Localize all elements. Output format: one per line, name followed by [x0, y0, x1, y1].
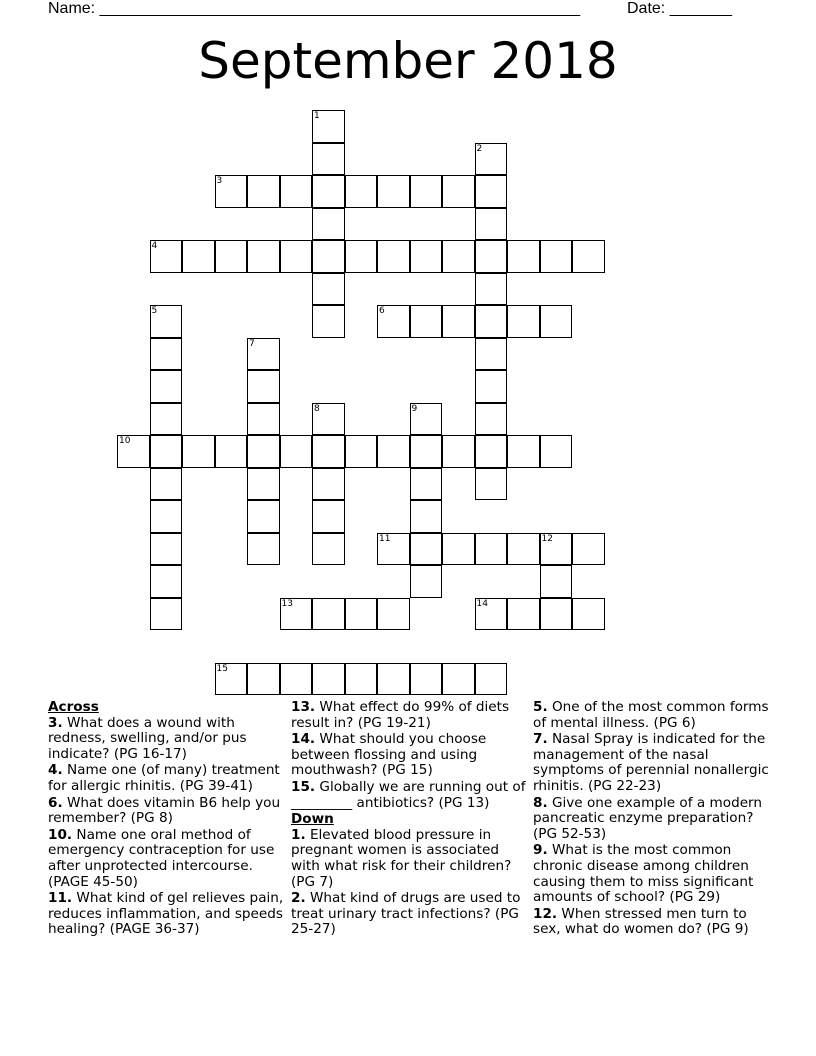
crossword-cell[interactable]: [377, 435, 410, 468]
crossword-cell[interactable]: [410, 500, 443, 533]
clue-list-col2-down: [291, 828, 527, 938]
crossword-cell[interactable]: [312, 533, 345, 566]
crossword-cell[interactable]: [507, 305, 540, 338]
crossword-cell[interactable]: [117, 435, 150, 468]
crossword-cell[interactable]: [507, 533, 540, 566]
clue-number: 9: [411, 403, 418, 414]
clue-item-number: 15.: [291, 778, 316, 795]
clue-item-text: Name one oral method of emergency contraception for use after unprotected intercourse. (PAGE 45-50): [48, 826, 275, 890]
crossword-cell[interactable]: [312, 273, 345, 306]
crossword-cell[interactable]: [377, 663, 410, 696]
clue-item: [291, 828, 527, 890]
crossword-cell[interactable]: [572, 598, 605, 631]
crossword-cell[interactable]: [410, 565, 443, 598]
clue-number: 6: [379, 306, 385, 316]
crossword-cell[interactable]: [247, 663, 280, 696]
clue-item-text: Nasal Spray is indicated for the management of the nasal symptoms of perennial nonallergic rhinitis. (PG 22-23): [533, 731, 769, 794]
crossword-cell[interactable]: [475, 305, 508, 338]
crossword-cell[interactable]: [247, 500, 280, 533]
crossword-cell[interactable]: [247, 175, 280, 208]
clue-item-text: Globally we are running out of _________ antibiotics? (PG 13): [291, 778, 526, 811]
clue-item-text: Elevated blood pressure in pregnant women is associated with what risk for their children? (PG 7): [291, 826, 512, 890]
crossword-cell[interactable]: [312, 143, 345, 176]
clue-item-text: When stressed men turn to sex, what do women do? (PG 9): [533, 905, 749, 938]
clue-item: [48, 796, 284, 827]
clue-item-text: What effect do 99% of diets result in? (PG 19-21): [291, 699, 510, 731]
crossword-cell[interactable]: [442, 435, 475, 468]
crossword-cell[interactable]: [572, 533, 605, 566]
crossword-cell[interactable]: [442, 305, 475, 338]
crossword-cell[interactable]: [475, 598, 508, 631]
crossword-cell[interactable]: [377, 533, 410, 566]
crossword-cell[interactable]: [442, 175, 475, 208]
crossword-cell[interactable]: [410, 175, 443, 208]
crossword-cell[interactable]: [572, 240, 605, 273]
clue-number: 7: [249, 338, 255, 349]
date-field-label: Date: _______: [627, 0, 732, 17]
crossword-cell[interactable]: [280, 435, 313, 468]
clue-item-text: What should you choose between flossing and using mouthwash? (PG 15): [291, 731, 487, 779]
crossword-cell[interactable]: [345, 598, 378, 631]
clue-number: 15: [216, 663, 228, 674]
clue-item-text: What kind of drugs are used to treat urinary tract infections? (PG 25-27): [291, 890, 521, 938]
crossword-cell[interactable]: [247, 370, 280, 403]
crossword-cell[interactable]: [345, 435, 378, 468]
clue-list-col3: [533, 700, 769, 938]
crossword-cell[interactable]: [475, 143, 508, 176]
crossword-cell[interactable]: [540, 435, 573, 468]
clues-column-1: [48, 700, 284, 939]
clue-item-number: 14.: [291, 731, 316, 748]
crossword-cell[interactable]: [247, 338, 280, 371]
clue-item-text: What is the most common chronic disease among children causing them to miss significant amounts of school? (PG 29): [533, 842, 754, 906]
clue-number: 3: [216, 176, 223, 186]
crossword-cell[interactable]: [475, 175, 508, 208]
crossword-cell[interactable]: [540, 598, 573, 631]
clue-item-text: Give one example of a modern pancreatic enzyme preparation? (PG 52-53): [533, 794, 763, 842]
crossword-cell[interactable]: [507, 435, 540, 468]
clue-item: [291, 732, 527, 779]
clues-column-3: [533, 700, 769, 939]
clue-item-number: 6.: [48, 794, 63, 811]
clue-item-text: What does a wound with redness, swelling, and/or pus indicate? (PG 16-17): [48, 714, 247, 762]
crossword-cell[interactable]: [247, 533, 280, 566]
crossword-cell[interactable]: [312, 240, 345, 273]
crossword-cell[interactable]: [410, 240, 443, 273]
clue-item: [48, 828, 284, 890]
crossword-cell[interactable]: [540, 533, 573, 566]
name-field-label: Name: ______________________________________________________: [48, 0, 581, 17]
clue-item: [48, 891, 284, 938]
crossword-cell[interactable]: [410, 435, 443, 468]
clue-item-text: One of the most common forms of mental illness. (PG 6): [533, 699, 769, 731]
crossword-cell[interactable]: [312, 175, 345, 208]
crossword-cell[interactable]: [312, 110, 345, 143]
clue-item-number: 2.: [291, 890, 306, 907]
crossword-cell[interactable]: [475, 370, 508, 403]
crossword-cell[interactable]: [182, 240, 215, 273]
crossword-cell[interactable]: [475, 273, 508, 306]
clue-list-col2-across: [291, 700, 527, 811]
clue-item-number: 13.: [291, 699, 316, 715]
clue-item-number: 12.: [533, 905, 558, 922]
crossword-cell[interactable]: [410, 663, 443, 696]
crossword-cell[interactable]: [442, 533, 475, 566]
crossword-cell[interactable]: [475, 435, 508, 468]
crossword-cell[interactable]: [410, 468, 443, 501]
crossword-cell[interactable]: [410, 305, 443, 338]
clue-item: [533, 700, 769, 731]
clue-item: [533, 796, 769, 843]
clue-item-number: 10.: [48, 826, 73, 843]
crossword-cell[interactable]: [247, 403, 280, 436]
crossword-cell[interactable]: [377, 598, 410, 631]
crossword-cell[interactable]: [150, 370, 183, 403]
crossword-cell[interactable]: [150, 500, 183, 533]
crossword-cell[interactable]: [312, 500, 345, 533]
crossword-cell[interactable]: [312, 468, 345, 501]
crossword-cell[interactable]: [377, 240, 410, 273]
crossword-cell[interactable]: [475, 403, 508, 436]
crossword-cell[interactable]: [312, 663, 345, 696]
clue-number: 1: [314, 111, 320, 121]
crossword-cell[interactable]: [410, 533, 443, 566]
crossword-cell[interactable]: [312, 305, 345, 338]
crossword-cell[interactable]: [150, 305, 183, 338]
clue-number: 8: [314, 403, 320, 414]
crossword-cell[interactable]: [312, 598, 345, 631]
crossword-cell[interactable]: [377, 175, 410, 208]
crossword-cell[interactable]: [150, 565, 183, 598]
crossword-cell[interactable]: [215, 435, 248, 468]
clue-item-number: 8.: [533, 794, 548, 811]
down-heading: Down: [291, 811, 334, 828]
crossword-cell[interactable]: [312, 403, 345, 436]
clue-number: 14: [476, 598, 488, 609]
crossword-cell[interactable]: [280, 240, 313, 273]
crossword-cell[interactable]: [280, 663, 313, 696]
crossword-cell[interactable]: [345, 240, 378, 273]
clue-item-number: 11.: [48, 890, 73, 907]
crossword-cell[interactable]: [150, 435, 183, 468]
clue-number: 12: [541, 533, 553, 544]
clue-number: 10: [119, 436, 131, 446]
clue-item: [533, 732, 769, 794]
crossword-cell[interactable]: [475, 663, 508, 696]
crossword-cell[interactable]: [475, 338, 508, 371]
crossword-cell[interactable]: [247, 435, 280, 468]
clue-item: [48, 716, 284, 763]
crossword-cell[interactable]: [247, 468, 280, 501]
clue-number: 4: [151, 241, 158, 251]
clue-item-number: 1.: [291, 826, 306, 843]
crossword-cell[interactable]: [507, 598, 540, 631]
clue-item-text: What kind of gel relieves pain, reduces inflammation, and speeds healing? (PAGE 36-37): [48, 890, 284, 938]
crossword-cell[interactable]: [280, 175, 313, 208]
crossword-cell[interactable]: [540, 240, 573, 273]
crossword-cell[interactable]: [150, 533, 183, 566]
crossword-cell[interactable]: [150, 338, 183, 371]
crossword-cell[interactable]: [182, 435, 215, 468]
page-title: September 2018: [198, 32, 618, 90]
crossword-cell[interactable]: [345, 175, 378, 208]
crossword-cell[interactable]: [150, 598, 183, 631]
crossword-cell[interactable]: [150, 403, 183, 436]
crossword-cell[interactable]: [312, 435, 345, 468]
crossword-cell[interactable]: [345, 663, 378, 696]
clue-item-text: Name one (of many) treatment for allergic rhinitis. (PG 39-41): [48, 762, 280, 794]
crossword-cell[interactable]: [280, 598, 313, 631]
across-heading: Across: [48, 699, 99, 715]
crossword-cell[interactable]: [377, 305, 410, 338]
clue-number: 2: [476, 143, 483, 154]
crossword-cell[interactable]: [215, 663, 248, 696]
clue-item: [291, 891, 527, 938]
clue-number: 5: [151, 306, 158, 316]
crossword-cell[interactable]: [150, 468, 183, 501]
clue-number: 11: [379, 533, 391, 544]
clue-item: [291, 700, 527, 731]
crossword-cell[interactable]: [507, 240, 540, 273]
crossword-cell[interactable]: [247, 240, 280, 273]
clue-item-number: 7.: [533, 731, 548, 748]
crossword-cell[interactable]: [475, 533, 508, 566]
crossword-cell[interactable]: [442, 240, 475, 273]
clue-item-number: 4.: [48, 762, 63, 779]
clue-item-number: 5.: [533, 699, 548, 715]
crossword-cell[interactable]: [215, 240, 248, 273]
clue-item-text: What does vitamin B6 help you remember? (PG 8): [48, 794, 281, 827]
crossword-cell[interactable]: [475, 240, 508, 273]
clue-item-number: 9.: [533, 842, 548, 859]
crossword-cell[interactable]: [410, 403, 443, 436]
clue-item-number: 3.: [48, 714, 63, 731]
clue-item: [533, 907, 769, 938]
crossword-cell[interactable]: [442, 663, 475, 696]
clue-number: 13: [281, 598, 293, 609]
crossword-cell[interactable]: [215, 175, 248, 208]
crossword-cell[interactable]: [540, 565, 573, 598]
crossword-cell[interactable]: [312, 208, 345, 241]
crossword-cell[interactable]: [475, 208, 508, 241]
clue-item: [48, 763, 284, 794]
clue-item: [291, 780, 527, 811]
crossword-cell[interactable]: [475, 468, 508, 501]
clue-item: [533, 843, 769, 905]
clues-column-2: [291, 700, 527, 939]
crossword-cell[interactable]: [150, 240, 183, 273]
clue-list-col1: [48, 716, 284, 938]
crossword-cell[interactable]: [540, 305, 573, 338]
